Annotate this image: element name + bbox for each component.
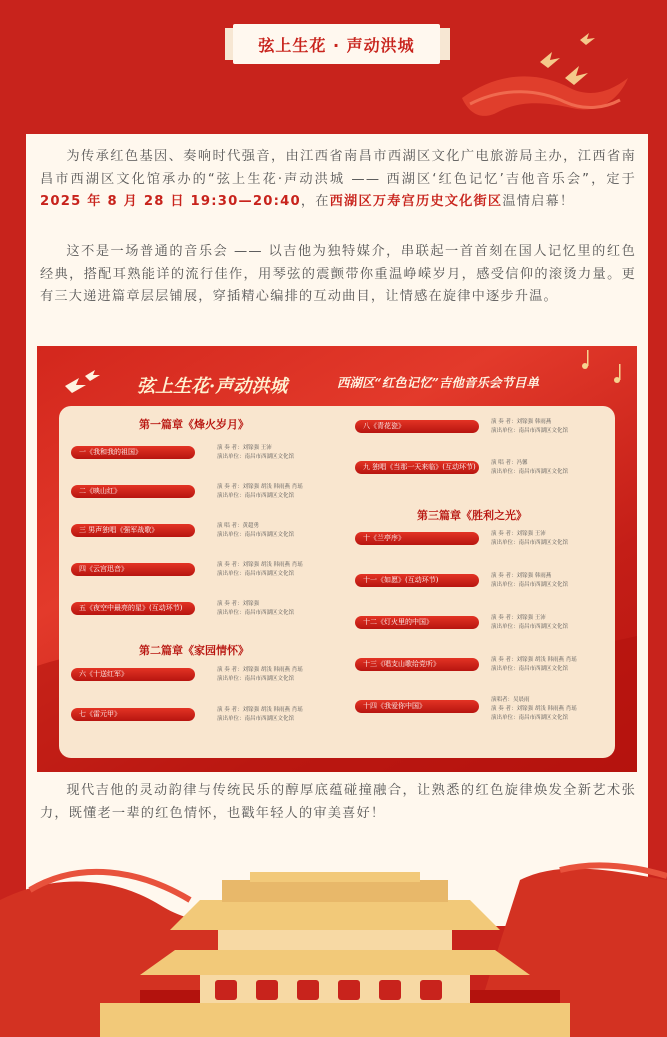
program-item-5: 五《夜空中最亮的星》(互动环节) [71, 602, 195, 615]
closing-paragraph: 现代吉他的灵动韵律与传统民乐的醇厚底蕴碰撞融合，让熟悉的红色旋律焕发全新艺术张力，既懂老一辈的红色情怀，也戳年轻人的审美喜好！ [40, 783, 636, 821]
program-item-13: 十三《唱支山歌给党听》 [355, 658, 479, 671]
program-item-12-info: 演 奏 者：刘镓强 王沛 演出单位：南昌市西湖区文化馆 [491, 615, 569, 630]
program-item-11-info: 演 奏 者：刘镓强 韩雨燕 演出单位：南昌市西湖区文化馆 [491, 573, 569, 588]
intro-text-c: 温情启幕！ [502, 194, 575, 209]
chapter-2-title: 第二篇章《家园情怀》 [139, 644, 249, 657]
intro-text-b: ，在 [300, 194, 330, 209]
program-item-12: 十二《灯火里的中国》 [355, 616, 479, 629]
program-item-13-info: 演 奏 者：刘镓强 胡浅 韩雨燕 肖瑶 演出单位：南昌市西湖区文化馆 [491, 657, 577, 672]
program-item-6: 六《十送红军》 [71, 668, 195, 681]
program-item-7-info: 演 奏 者：刘镓强 胡浅 韩雨燕 肖瑶 演出单位：南昌市西湖区文化馆 [217, 707, 303, 722]
program-item-10-info: 演 奏 者：刘镓强 王沛 演出单位：南昌市西湖区文化馆 [491, 531, 569, 546]
program-item-6-info: 演 奏 者：刘镓强 胡浅 韩雨燕 肖瑶 演出单位：南昌市西湖区文化馆 [217, 667, 303, 682]
program-item-9: 九 独唱《当那一天来临》(互动环节) [355, 461, 479, 474]
poster-subtitle: 西湖区“红色记忆”吉他音乐会节目单 [337, 375, 539, 390]
program-item-9-info: 演 唱 者：冯馨 演出单位：南昌市西湖区文化馆 [491, 460, 569, 475]
program-item-7: 七《雷元甲》 [71, 708, 195, 721]
program-item-11: 十一《如愿》(互动环节) [355, 574, 479, 587]
chapter-1-title: 第一篇章《烽火岁月》 [139, 418, 249, 431]
program-item-5-info: 演 奏 者：刘镓强 演出单位：南昌市西湖区文化馆 [217, 601, 295, 616]
program-item-14-info: 演唱者：吴晨雨 演 奏 者：刘镓强 胡浅 韩雨燕 肖瑶 演出单位：南昌市西湖区文化馆 [491, 697, 577, 721]
program-item-1: 一《我和我的祖国》 [71, 446, 195, 459]
program-item-1-info: 演 奏 者：刘镓强 王沛 演出单位：南昌市西湖区文化馆 [217, 445, 295, 460]
gate-tower-icon [100, 872, 570, 1037]
intro-paragraph-2: 这不是一场普通的音乐会 —— 以吉他为独特媒介，串联起一首首刻在国人记忆里的红色经典，搭配耳熟能详的流行佳作，用琴弦的震颤带你重温峥嵘岁月，感受信仰的滚烫力量。更有三大递进篇章层层铺展，穿插精心编排的互动曲目，让情感在旋律中逐步升温。 [40, 244, 636, 304]
program-item-2: 二《映山红》 [71, 485, 195, 498]
event-time: 2025 年 8 月 28 日 19:30—20:40 [40, 194, 301, 209]
chapter-3-title: 第三篇章《胜利之光》 [417, 509, 527, 522]
program-item-8-info: 演 奏 者：刘镓强 韩雨燕 演出单位：南昌市西湖区文化馆 [491, 419, 569, 434]
program-item-3: 三 男声独唱《强军战歌》 [71, 524, 195, 537]
program-item-8: 八《青花瓷》 [355, 420, 479, 433]
program-item-2-info: 演 奏 者：刘镓强 胡浅 韩雨燕 肖瑶 演出单位：南昌市西湖区文化馆 [217, 484, 303, 499]
program-item-3-info: 演 唱 者：黄超勇 演出单位：南昌市西湖区文化馆 [217, 523, 295, 538]
event-place: 西湖区万寿宫历史文化街区 [329, 194, 503, 209]
program-item-10: 十《兰亭序》 [355, 532, 479, 545]
page-title-text: 弦上生花 · 声动洪城 [258, 35, 415, 55]
program-item-14: 十四《我爱你中国》 [355, 700, 479, 713]
program-item-4: 四《云宫迅音》 [71, 563, 195, 576]
poster-title: 弦上生花·声动洪城 [137, 376, 288, 397]
intro-text-a: 为传承红色基因、奏响时代强音，由江西省南昌市西湖区文化广电旅游局主办，江西省南昌市西湖区文化馆承办的“弦上生花·声动洪城 —— 西湖区‘红色记忆’吉他音乐会”，定于 [40, 149, 636, 187]
program-item-4-info: 演 奏 者：刘镓强 胡浅 韩雨燕 肖瑶 演出单位：南昌市西湖区文化馆 [217, 562, 303, 577]
